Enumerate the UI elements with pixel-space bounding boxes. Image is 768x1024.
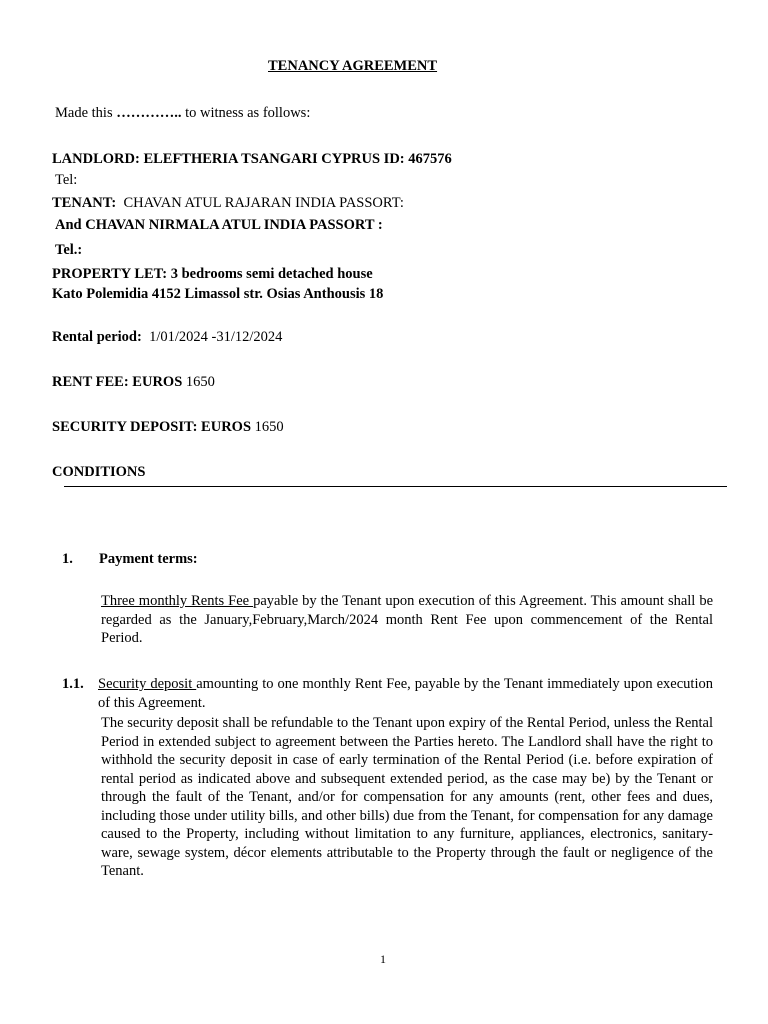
section-1-text: payable by the Tenant upon execution of this Agreement. This amount shall be regarded as the January,February,March/2024 month Rent Fee upon commencement of the Rental Period. [101,593,714,646]
rent-fee-line [52,373,215,391]
rental-period-line [52,328,282,346]
section-1-number: 1. [62,551,73,567]
divider-line [64,486,727,487]
landlord-label: LANDLORD: [52,151,140,167]
tenant-tel: Tel.: [55,242,83,258]
section-1-1-underlined: Security deposit [98,676,197,692]
landlord-name-id: ELEFTHERIA TSANGARI CYPRUS ID: 467576 [143,151,452,167]
tenant-line-2: And CHAVAN NIRMALA ATUL INDIA PASSORT : [55,217,383,233]
landlord-line [52,150,452,168]
section-1-1-text: amounting to one monthly Rent Fee, payable by the Tenant immediately upon execution of this Agreement. [98,676,713,711]
section-1-1-paragraph-1 [98,675,713,712]
made-this-line [55,104,310,122]
rental-period-label: Rental period: [52,329,142,345]
section-1-1-paragraph-2: The security deposit shall be refundable to the Tenant upon expiry of the Rental Period, unless the Rental Period in extended subject to agreement between the Parties hereto. The Landlord shall have the right to withhold the security deposit in case of early termination of the Rental Period (i.e. before expiration of rental period as indicated above and subsequent extended period, as the case may be) by the Tenant or through the fault of the Tenant, and/or for compensation for any amounts (rent, other fees and dues, including those under utility bills, and other bills) due from the Tenant, for compensation for any damage caused to the Property, including without limitation to any furniture, appliances, electronics, sanitary-ware, sewage system, décor elements attributable to the Property through the fault or negligence of the Tenant. [101,715,713,879]
rent-fee-value: 1650 [185,374,215,390]
rent-fee-label: RENT FEE: EUROS [52,374,183,390]
page-number: 1 [380,952,386,966]
property-line-2: Kato Polemidia 4152 Limassol str. Osias Anthousis 18 [52,286,384,302]
section-1-paragraph [101,592,713,648]
document-title: TENANCY AGREEMENT [268,58,438,74]
security-deposit-value: 1650 [254,419,284,435]
section-1-1-number: 1.1. [62,676,84,692]
tenant-name-1: CHAVAN ATUL RAJARAN INDIA PASSORT: [123,195,404,211]
security-deposit-label: SECURITY DEPOSIT: EUROS [52,419,252,435]
made-this-suffix: to witness as follows: [181,105,311,121]
tenant-line-1 [52,194,404,212]
made-this-prefix: Made this [55,105,117,121]
landlord-tel: Tel: [55,172,78,188]
section-1-heading: Payment terms: [99,551,198,567]
made-this-dots: ………….. [116,105,182,121]
section-1-underlined: Three monthly Rents Fee [101,593,254,609]
property-line-1: PROPERTY LET: 3 bedrooms semi detached house [52,266,373,282]
tenant-label: TENANT: [52,195,117,211]
security-deposit-line [52,418,284,436]
conditions-heading: CONDITIONS [52,464,146,480]
rental-period-value: 1/01/2024 -31/12/2024 [149,329,283,345]
